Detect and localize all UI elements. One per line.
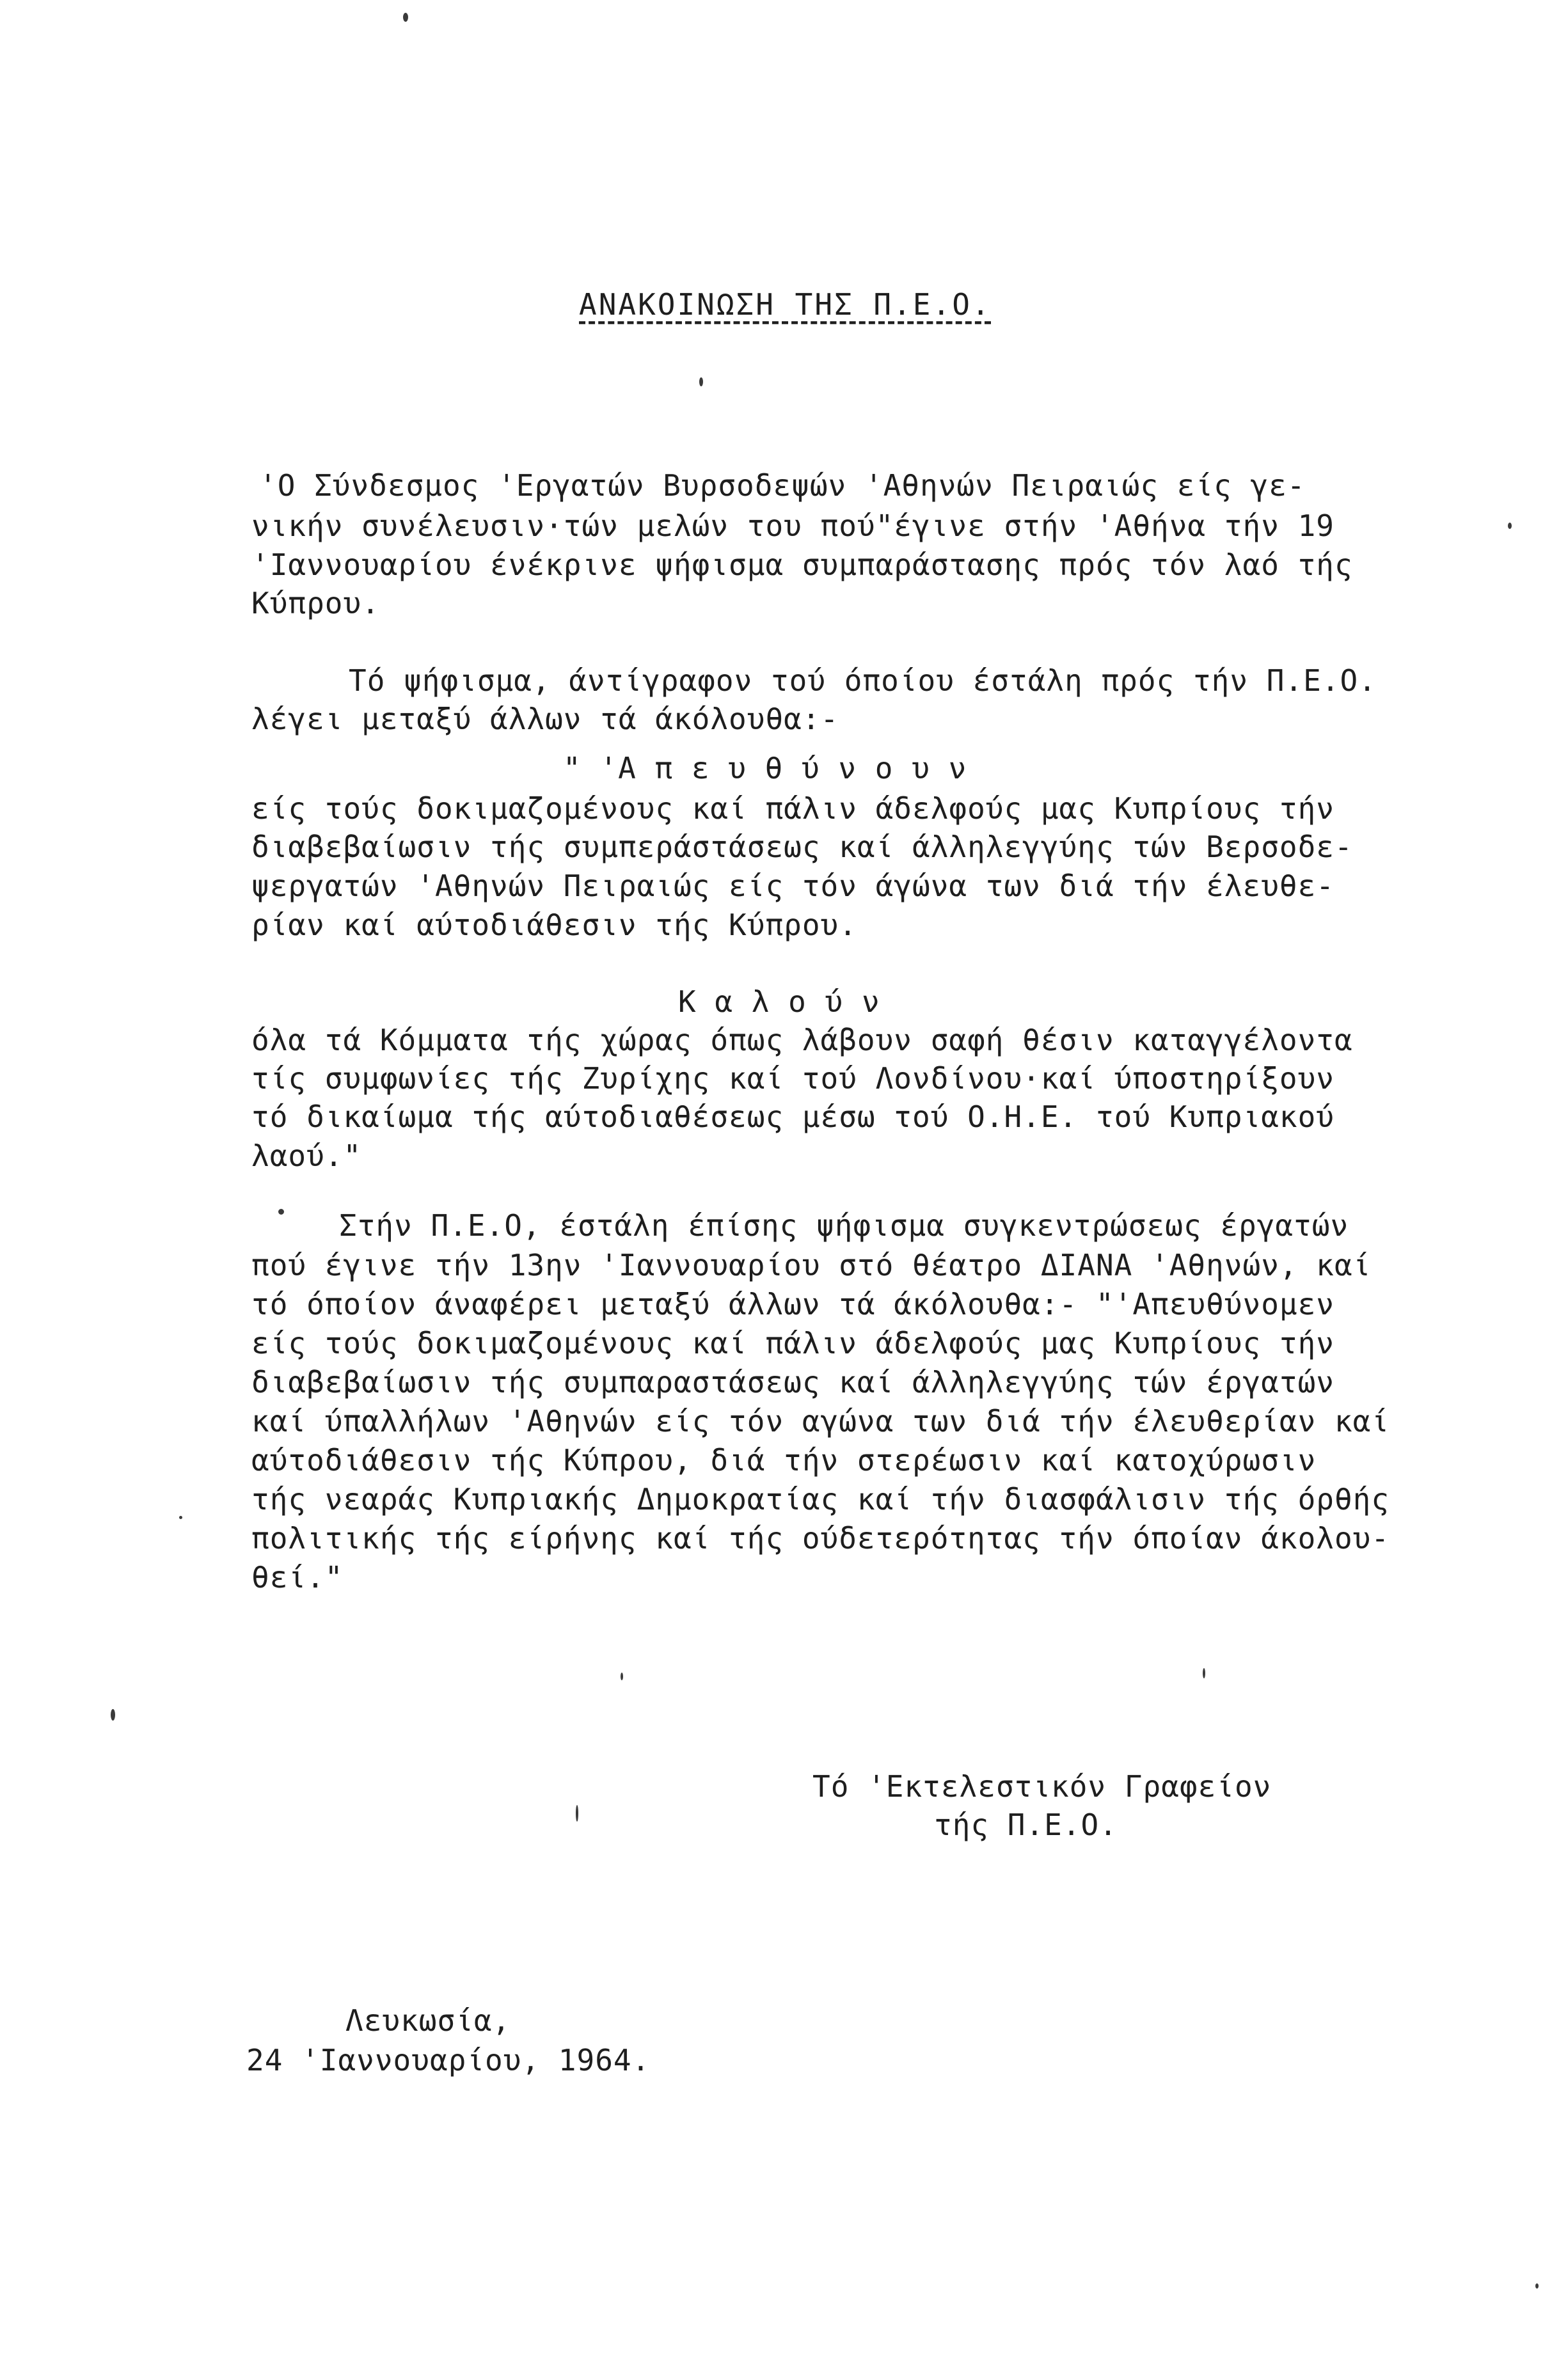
paragraph3-line-1: είς τούς δοκιμαζομένους καί πάλιν άδελφούς μας Κυπρίους τήν	[251, 791, 1334, 826]
paragraph2-line-1: Τό ψήφισμα, άντίγραφον τού όποίου έστάλη πρός τήν Π.Ε.Ο.	[349, 663, 1377, 698]
scan-speck	[1508, 523, 1512, 529]
apeuthynoun-heading: " 'Α π ε υ θ ύ ν ο υ ν	[563, 751, 967, 785]
paragraph5-line-10: θεί."	[251, 1560, 344, 1595]
paragraph5-line-2: πού έγινε τήν 13ην 'Ιαννουαρίου στό θέατρο ΔΙΑΝΑ 'Αθηνών, καί	[251, 1248, 1372, 1282]
paragraph4-line-3: τό δικαίωμα τής αύτοδιαθέσεως μέσω τού Ο.Η.Ε. τού Κυπριακού	[251, 1099, 1334, 1134]
paragraph2-line-2: λέγει μεταξύ άλλων τά άκόλουθα:-	[251, 702, 839, 736]
scan-speck	[179, 1516, 182, 1519]
scan-speck	[621, 1673, 623, 1680]
place-line: Λευκωσία,	[345, 2003, 511, 2038]
paragraph1-line-4: Κύπρου.	[251, 586, 380, 620]
paragraph5-line-9: πολιτικής τής είρήνης καί τής ούδετερότητας τήν όποίαν άκολου-	[251, 1521, 1390, 1556]
paragraph4-line-4: λαού."	[251, 1139, 362, 1173]
scan-speck	[576, 1805, 578, 1822]
scan-speck	[1203, 1668, 1205, 1678]
kaloun-heading: Κ α λ ο ύ ν	[678, 984, 880, 1019]
paragraph1-line-3: 'Ιαννουαρίου ένέκρινε ψήφισμα συμπαράστασης πρός τόν λαό τής	[251, 548, 1353, 582]
paragraph5-line-8: τής νεαράς Κυπριακής Δημοκρατίας καί τήν διασφάλισιν τής όρθής	[251, 1482, 1390, 1517]
bullet-mark	[278, 1209, 284, 1215]
paragraph5-line-3: τό όποίον άναφέρει μεταξύ άλλων τά άκόλουθα:- "'Απευθύνομεν	[251, 1287, 1334, 1321]
paragraph5-line-5: διαβεβαίωσιν τής συμπαραστάσεως καί άλληλεγγύης τών έργατών	[251, 1365, 1334, 1399]
paragraph5-line-7: αύτοδιάθεσιν τής Κύπρου, διά τήν στερέωσιν καί κατοχύρωσιν	[251, 1443, 1317, 1478]
paragraph4-line-2: τίς συμφωνίες τής Ζυρίχης καί τού Λονδίνου·καί ύποστηρίξουν	[251, 1061, 1334, 1096]
paragraph3-line-2: διαβεβαίωσιν τής συμπεράστάσεως καί άλληλεγγύης τών Βερσοδε-	[251, 830, 1353, 864]
paragraph3-line-3: ψεργατών 'Αθηνών Πειραιώς είς τόν άγώνα των διά τήν έλευθε-	[251, 869, 1334, 903]
scan-speck	[1535, 2283, 1539, 2289]
signature-line-1: Τό 'Εκτελεστικόν Γραφείον	[812, 1769, 1272, 1804]
paragraph5-line-4: είς τούς δοκιμαζομένους καί πάλιν άδελφούς μας Κυπρίους τήν	[251, 1326, 1334, 1360]
page-title: ΑΝΑΚΟΙΝΩΣΗ ΤΗΣ Π.Ε.Ο.	[579, 287, 992, 322]
paragraph3-line-4: ρίαν καί αύτοδιάθεσιν τής Κύπρου.	[251, 908, 857, 942]
date-line: 24 'Ιαννουαρίου, 1964.	[246, 2043, 651, 2077]
paragraph4-line-1: όλα τά Κόμματα τής χώρας όπως λάβουν σαφή θέσιν καταγγέλοντα	[251, 1023, 1353, 1057]
scan-speck	[111, 1709, 115, 1721]
paragraph5-line-1: Στήν Π.Ε.Ο, έστάλη έπίσης ψήφισμα συγκεντρώσεως έργατών	[339, 1208, 1349, 1243]
paragraph5-line-6: καί ύπαλλήλων 'Αθηνών είς τόν αγώνα των διά τήν έλευθερίαν καί	[251, 1404, 1390, 1438]
scan-speck	[699, 377, 703, 386]
paragraph1-line-2: νικήν συνέλευσιν·τών μελών του πού"έγινε στήν 'Αθήνα τήν 19	[251, 508, 1334, 543]
paragraph1-line-1: 'Ο Σύνδεσμος 'Εργατών Βυρσοδεψών 'Αθηνών Πειραιώς είς γε-	[259, 468, 1306, 503]
signature-line-2: τής Π.Ε.Ο.	[934, 1808, 1118, 1842]
scan-speck	[403, 13, 408, 22]
